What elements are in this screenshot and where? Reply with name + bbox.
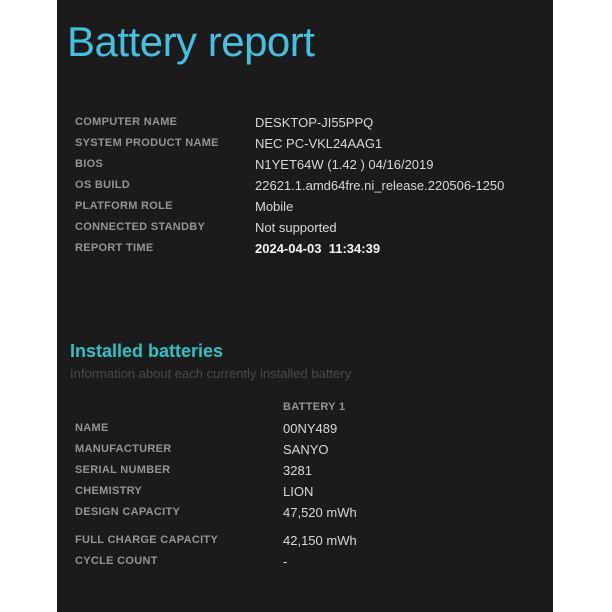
section-heading-installed-batteries: Installed batteries [70, 341, 224, 361]
row-label: FULL CHARGE CAPACITY [75, 534, 219, 546]
table-row [75, 196, 539, 217]
row-value: 42,150 mWh [283, 533, 357, 548]
row-label: SYSTEM PRODUCT NAME [75, 137, 219, 149]
row-value: SANYO [283, 442, 329, 457]
row-label: SERIAL NUMBER [75, 464, 171, 476]
row-label: DESIGN CAPACITY [75, 506, 181, 518]
report-time-value: 2024-04-03 11:34:39 [255, 241, 381, 256]
row-label: COMPUTER NAME [75, 116, 178, 128]
battery-report-page [57, 0, 553, 612]
row-label: PLATFORM ROLE [75, 200, 173, 212]
row-label: REPORT TIME [75, 242, 154, 254]
table-row [75, 502, 539, 523]
table-row [75, 133, 539, 154]
row-label: MANUFACTURER [75, 443, 172, 455]
row-label: OS BUILD [75, 179, 130, 191]
table-header-row [75, 397, 539, 418]
table-row [75, 112, 539, 133]
battery-column-header: BATTERY 1 [283, 401, 346, 413]
table-row [75, 551, 539, 572]
table-row [75, 175, 539, 196]
row-label: CHEMISTRY [75, 485, 143, 497]
row-value: 47,520 mWh [283, 505, 357, 520]
row-value: N1YET64W (1.42 ) 04/16/2019 [255, 157, 434, 172]
installed-batteries-table [75, 397, 539, 572]
row-value: Not supported [255, 220, 337, 235]
table-row [75, 530, 539, 551]
section-subtitle: Information about each currently installed battery [70, 366, 352, 381]
table-row [75, 154, 539, 175]
row-label: CYCLE COUNT [75, 555, 158, 567]
header-spacer [75, 397, 283, 418]
table-row [75, 217, 539, 238]
row-value: Mobile [255, 199, 294, 214]
table-row [75, 238, 539, 259]
table-row [75, 481, 539, 502]
row-value: 3281 [283, 463, 312, 478]
row-label: CONNECTED STANDBY [75, 221, 206, 233]
page-title: Battery report [67, 18, 315, 65]
row-value: DESKTOP-JI55PPQ [255, 115, 374, 130]
row-label: NAME [75, 422, 109, 434]
table-row [75, 418, 539, 439]
row-label: BIOS [75, 158, 104, 170]
table-row [75, 460, 539, 481]
table-row [75, 439, 539, 460]
row-value: NEC PC-VKL24AAG1 [255, 136, 383, 151]
row-value: 00NY489 [283, 421, 338, 436]
system-info-table [75, 112, 539, 259]
row-value: - [283, 554, 288, 569]
row-value: LION [283, 484, 314, 499]
row-value: 22621.1.amd64fre.ni_release.220506-1250 [255, 178, 505, 193]
